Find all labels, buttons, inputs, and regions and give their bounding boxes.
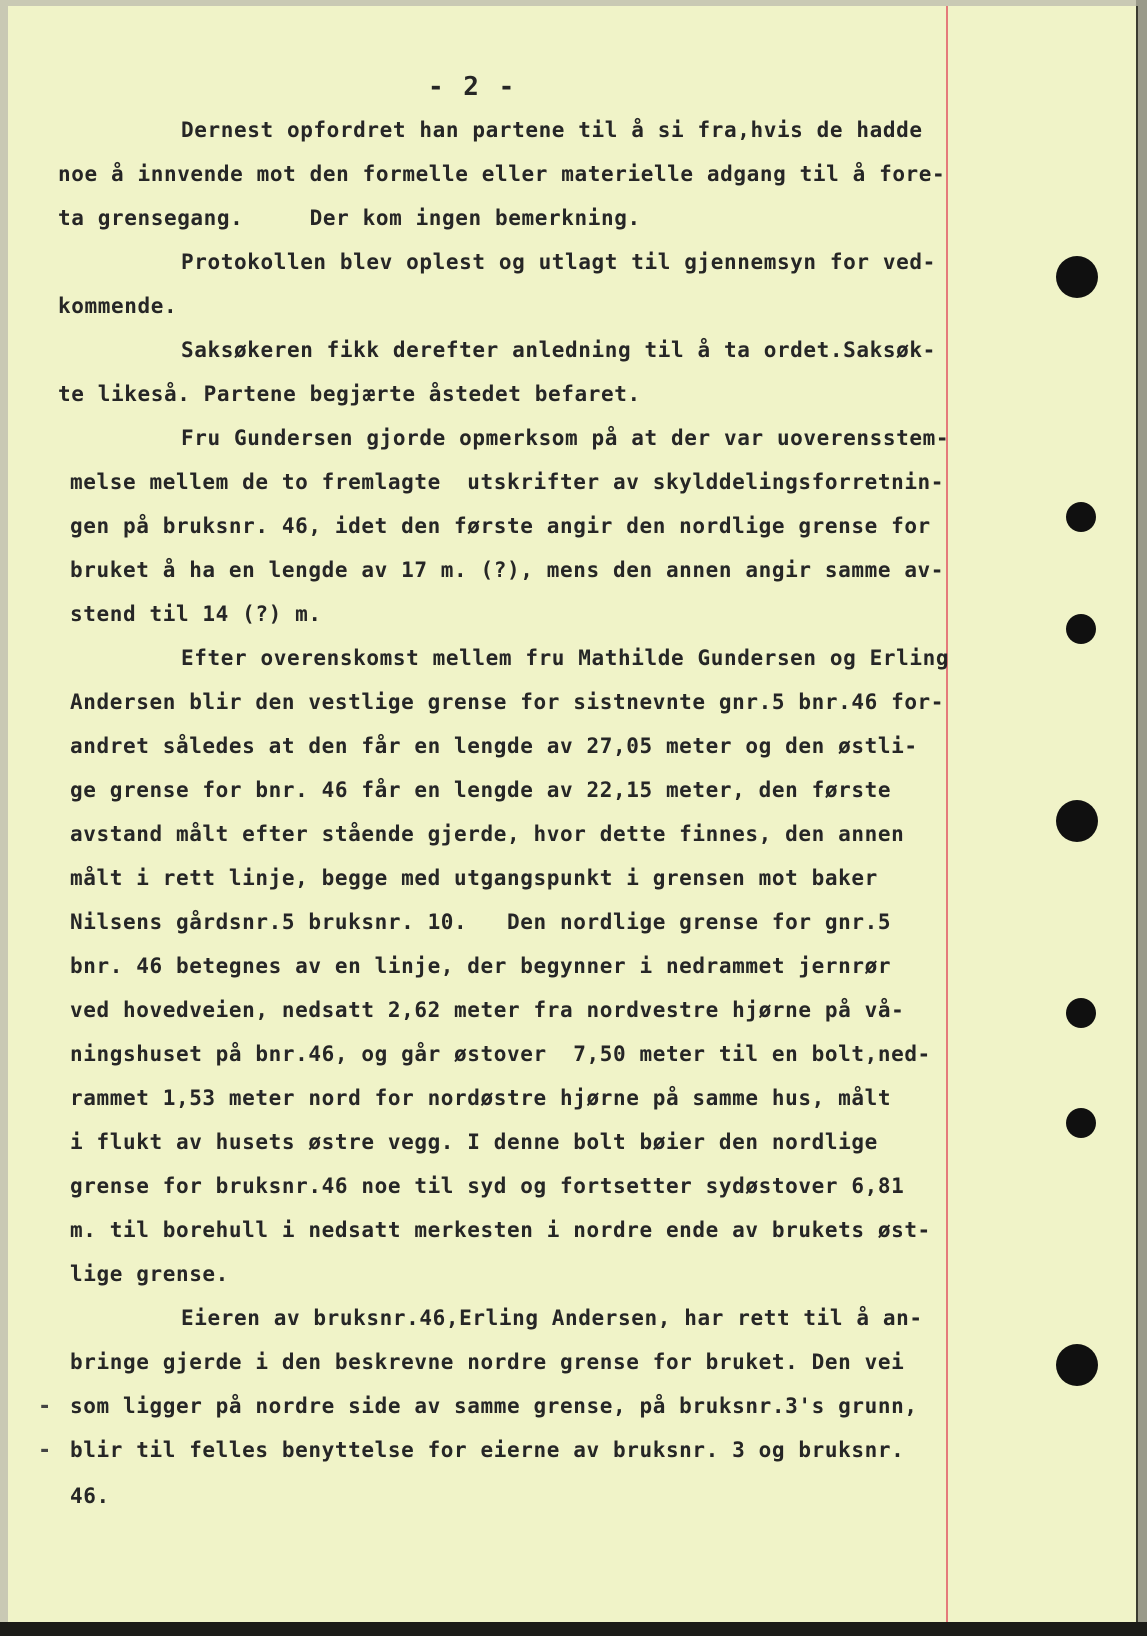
document-page <box>8 6 1138 1622</box>
text-line: ge grense for bnr. 46 får en lengde av 22,15 meter, den første <box>70 778 892 802</box>
red-margin-line <box>946 6 948 1622</box>
punch-hole-icon <box>1066 998 1096 1028</box>
punch-hole-icon <box>1066 614 1096 644</box>
page-number: - 2 - <box>428 72 517 102</box>
text-line: 46. <box>70 1484 110 1508</box>
text-line: grense for bruksnr.46 noe til syd og fortsetter sydøstover 6,81 <box>70 1174 905 1198</box>
text-line: målt i rett linje, begge med utgangspunkt i grensen mot baker <box>70 866 878 890</box>
text-line: lige grense. <box>70 1262 229 1286</box>
text-line: andret således at den får en lengde av 27,05 meter og den østli- <box>70 734 918 758</box>
margin-dash-mark: - <box>38 1438 52 1463</box>
text-line: rammet 1,53 meter nord for nordøstre hjørne på samme hus, målt <box>70 1086 892 1110</box>
text-line: Fru Gundersen gjorde opmerksom på at der var uoverensstem- <box>181 426 950 450</box>
text-line: m. til borehull i nedsatt merkesten i nordre ende av brukets øst- <box>70 1218 931 1242</box>
punch-hole-icon <box>1056 256 1098 298</box>
text-line: Nilsens gårdsnr.5 bruksnr. 10. Den nordlige grense for gnr.5 <box>70 910 892 934</box>
text-line: avstand målt efter stående gjerde, hvor dette finnes, den annen <box>70 822 905 846</box>
text-line: Dernest opfordret han partene til å si fra,hvis de hadde <box>181 118 923 142</box>
text-line: kommende. <box>58 294 178 318</box>
text-line: Andersen blir den vestlige grense for sistnevnte gnr.5 bnr.46 for- <box>70 690 945 714</box>
text-line: bringe gjerde i den beskrevne nordre grense for bruket. Den vei <box>70 1350 905 1374</box>
text-line: blir til felles benyttelse for eierne av bruksnr. 3 og bruksnr. <box>70 1438 905 1462</box>
text-line: Protokollen blev oplest og utlagt til gjennemsyn for ved- <box>181 250 936 274</box>
text-line: ta grensegang. Der kom ingen bemerkning. <box>58 206 641 230</box>
margin-dash-mark: - <box>38 1394 52 1419</box>
text-line: Saksøkeren fikk derefter anledning til å ta ordet.Saksøk- <box>181 338 936 362</box>
text-line: noe å innvende mot den formelle eller materielle adgang til å fore- <box>58 162 946 186</box>
text-line: i flukt av husets østre vegg. I denne bolt bøier den nordlige <box>70 1130 878 1154</box>
text-line: ved hovedveien, nedsatt 2,62 meter fra nordvestre hjørne på vå- <box>70 998 905 1022</box>
punch-hole-icon <box>1056 1344 1098 1386</box>
text-line: Efter overenskomst mellem fru Mathilde Gundersen og Erling <box>181 646 950 670</box>
text-line: stend til 14 (?) m. <box>70 602 322 626</box>
text-line: melse mellem de to fremlagte utskrifter av skylddelingsforretnin- <box>70 470 945 494</box>
punch-hole-icon <box>1056 800 1098 842</box>
punch-hole-icon <box>1066 1108 1096 1138</box>
scan-bottom-edge <box>0 1622 1147 1636</box>
text-line: som ligger på nordre side av samme grense, på bruksnr.3's grunn, <box>70 1394 918 1418</box>
punch-hole-icon <box>1066 502 1096 532</box>
text-line: bruket å ha en lengde av 17 m. (?), mens den annen angir samme av- <box>70 558 945 582</box>
text-line: Eieren av bruksnr.46,Erling Andersen, har rett til å an- <box>181 1306 923 1330</box>
text-line: bnr. 46 betegnes av en linje, der begynner i nedrammet jernrør <box>70 954 892 978</box>
text-line: te likeså. Partene begjærte åstedet befaret. <box>58 382 641 406</box>
text-line: gen på bruksnr. 46, idet den første angir den nordlige grense for <box>70 514 931 538</box>
text-line: ningshuset på bnr.46, og går østover 7,50 meter til en bolt,ned- <box>70 1042 931 1066</box>
